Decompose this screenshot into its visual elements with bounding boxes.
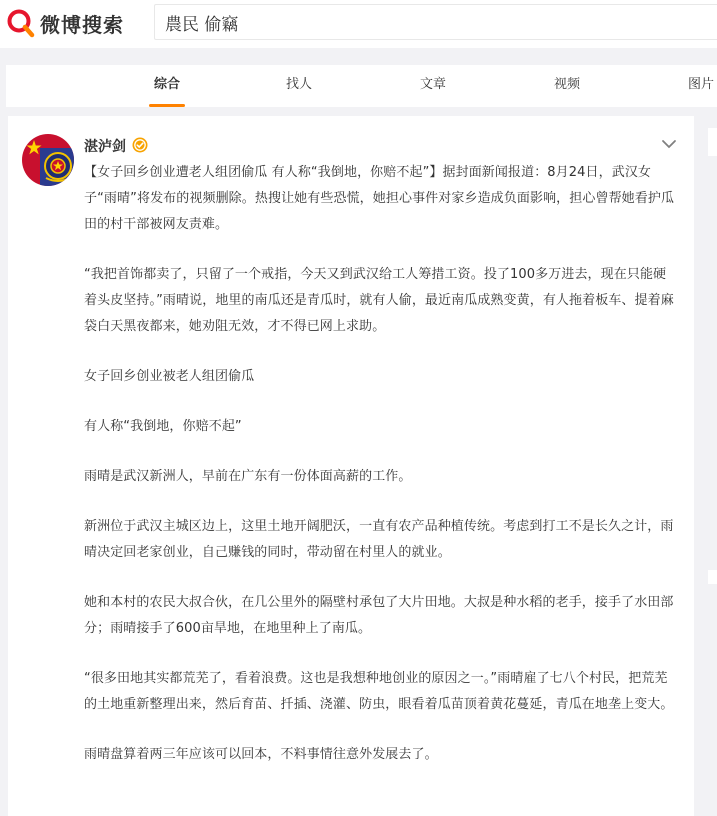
top-bar — [0, 0, 717, 48]
verified-badge-icon — [132, 137, 148, 153]
police-emblem-avatar-icon — [22, 134, 74, 186]
post-paragraph: 雨晴盘算着两三年应该可以回本，不料事情往意外发展去了。 — [84, 747, 438, 762]
tab-articles[interactable]: 文章 — [419, 77, 446, 92]
tab-people[interactable]: 找人 — [285, 77, 312, 92]
weibo-search-logo[interactable] — [6, 6, 124, 40]
right-column-edge — [708, 570, 717, 584]
search-box[interactable] — [154, 4, 717, 40]
tab-videos[interactable]: 视频 — [553, 77, 580, 92]
post-paragraph: “我把首饰都卖了，只留了一个戒指，今天又到武汉给工人筹措工资。投了100多万进去，现在只能硬着头皮坚持。”雨晴说，地里的南瓜还是青瓜时，就有人偷，最近南瓜成熟变黄，有人拖着板车、提着麻袋白天黑夜都来，她劝阻无效，才不得已网上求助。 — [84, 267, 674, 334]
post-paragraph: 她和本村的农民大叔合伙，在几公里外的隔壁村承包了大片田地。大叔是种水稻的老手，接手了水田部分；雨晴接手了600亩旱地，在地里种上了南瓜。 — [84, 595, 674, 636]
author-name[interactable]: 湛泸剑 — [84, 139, 126, 155]
tab-pictures[interactable]: 图片 — [687, 77, 714, 92]
search-logo-icon — [6, 8, 36, 38]
post-content — [84, 160, 678, 768]
chevron-down-icon[interactable] — [661, 138, 677, 150]
search-input[interactable] — [165, 10, 685, 34]
post-paragraph: “很多田地其实都荒芜了，看着浪费。这也是我想种地创业的原因之一。”雨晴雇了七八个村民，把荒芜的土地重新整理出来，然后育苗、扦插、浇灌、防虫，眼看着瓜苗顶着黄花蔓延，青瓜在地垄上变大。 — [84, 671, 674, 712]
tab-comprehensive[interactable]: 综合 — [132, 65, 202, 107]
logo-text: 微博搜索 — [40, 12, 124, 37]
post-paragraph: 有人称“我倒地，你赔不起” — [84, 419, 242, 434]
post-paragraph: 【女子回乡创业遭老人组团偷瓜 有人称“我倒地，你赔不起”】据封面新闻报道：8月24日，武汉女子“雨晴”将发布的视频删除。热搜让她有些恐慌，她担心事件对家乡造成负面影响，担心曾帮她看护瓜田的村干部被网友责难。 — [84, 165, 675, 232]
right-column-edge — [708, 128, 717, 156]
post-paragraph: 新洲位于武汉主城区边上，这里土地开阔肥沃，一直有农产品种植传统。考虑到打工不是长久之计，雨晴决定回老家创业，自己赚钱的同时，带动留在村里人的就业。 — [84, 519, 674, 560]
post-paragraph: 雨晴是武汉新洲人，早前在广东有一份体面高薪的工作。 — [84, 469, 412, 484]
search-tabs — [6, 65, 717, 107]
post-paragraph: 女子回乡创业被老人组团偷瓜 — [84, 369, 255, 384]
avatar[interactable] — [22, 134, 74, 186]
post-card — [8, 116, 694, 816]
